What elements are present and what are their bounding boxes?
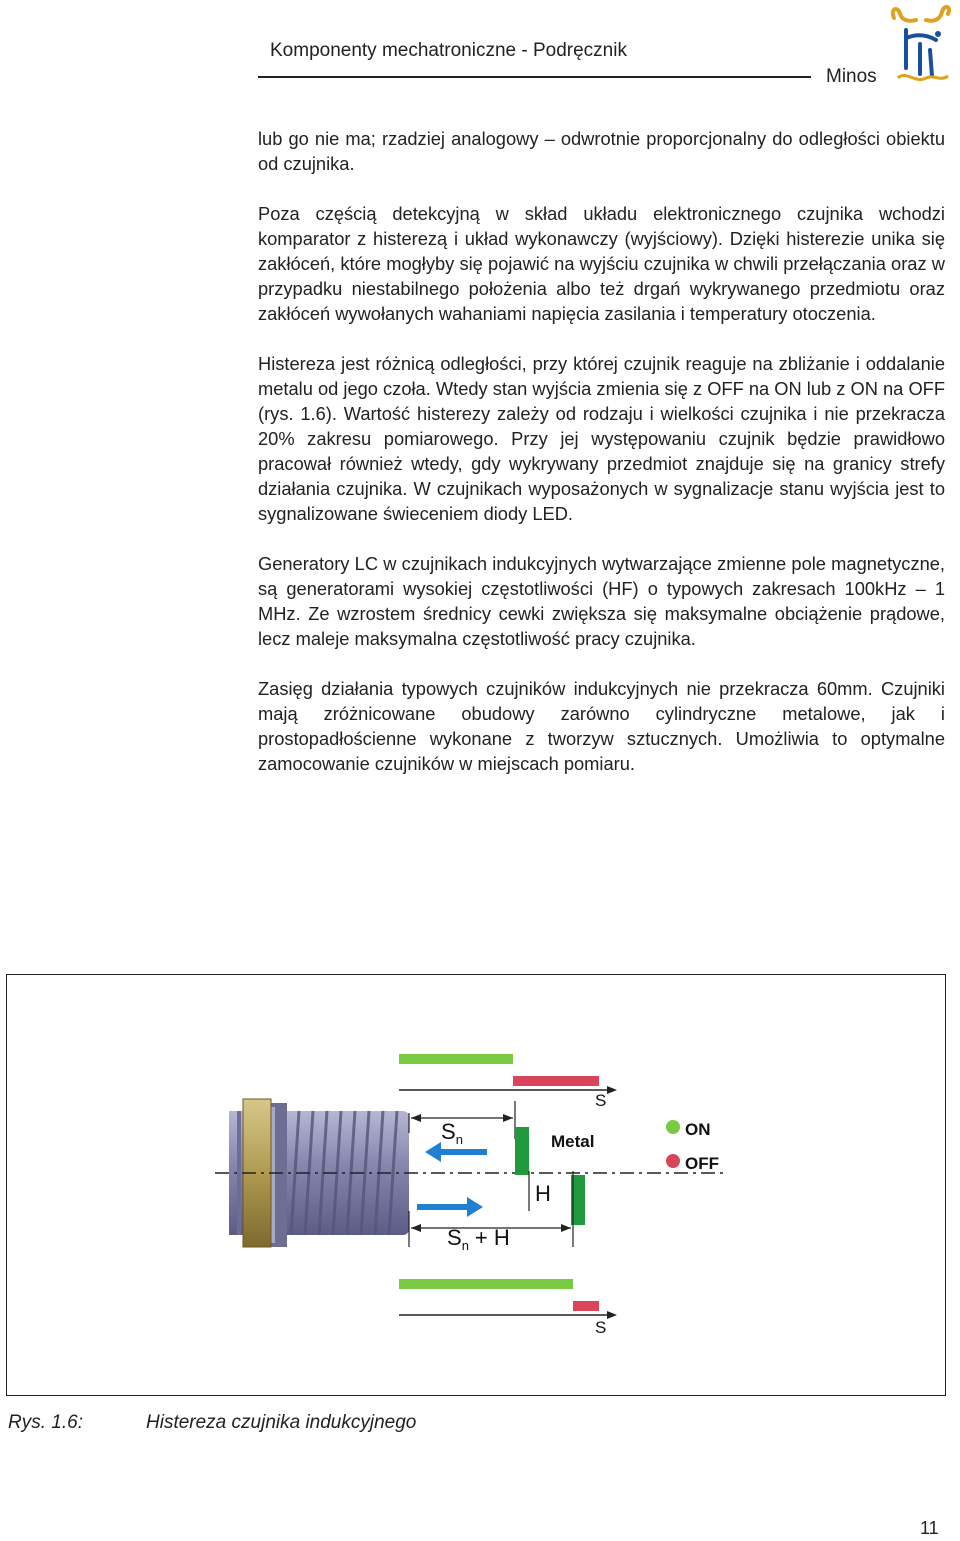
hysteresis-diagram — [7, 975, 947, 1397]
running-header-brand: Minos — [826, 66, 877, 87]
paragraph: Poza częścią detekcyjną w skład układu elektronicznego czujnika wchodzi komparator z histerezą i układ wykonawczy (wyjściowy). Dzięki histerezie unika się zakłóceń, które mogłyby się pojawić na wyjściu czujnika w chwili przełączania oraz w przypadku niestabilnego położenia albo też drgań wykrywanego przedmiotu oraz zakłóceń wywołanych wahaniami napięcia zasilania i temperatury otoczenia. — [258, 203, 945, 324]
metal-label: Metal — [551, 1132, 595, 1151]
figure-hysteresis — [6, 974, 946, 1396]
paragraph: lub go nie ma; rzadziej analogowy – odwrotnie proporcjonalny do odległości obiektu od czujnika. — [258, 128, 945, 174]
sn-plus-h-label: $S_n + H$ — [447, 1225, 510, 1253]
on-bar-top — [399, 1054, 513, 1064]
legend-off-dot-icon — [666, 1154, 680, 1168]
s-label-bottom: S — [595, 1318, 607, 1337]
header-rule — [258, 76, 811, 78]
off-bar-top — [513, 1076, 599, 1086]
running-header-title: Komponenty mechatroniczne - Podręcznik — [270, 40, 627, 61]
legend-off-label: OFF — [685, 1154, 719, 1173]
paragraph: Generatory LC w czujnikach indukcyjnych wytwarzające zmienne pole magnetyczne, są generatorami wysokiej częstotliwości (HF) o typowych zakresach 100kHz – 1 MHz. Ze wzrostem średnicy cewki zwiększa się maksymalne obciążenie prądowe, lecz maleje maksymalna częstotliwość pracy czujnika. — [258, 553, 945, 649]
metal-target-near — [515, 1127, 529, 1175]
legend-on-label: ON — [685, 1120, 711, 1139]
off-bar-bottom — [573, 1301, 599, 1311]
paragraph: Histereza jest różnicą odległości, przy której czujnik reaguje na zbliżanie i oddalanie metalu od jego czoła. Wtedy stan wyjścia zmienia się z OFF na ON lub z ON na OFF (rys. 1.6). Wartość histerezy zależy od rodzaju i wielkości czujnika i nie przekracza 20% zakresu pomiarowego. Przy jej występowaniu czujnik będzie prawidłowo pracował również wtedy, gdy wykrywany przedmiot znajduje się na granicy strefy działania czujnika. W czujnikach wyposażonych w sygnalizacje stanu wyjścia jest to sygnalizowane świeceniem diody LED. — [258, 353, 945, 524]
paragraph: Zasięg działania typowych czujników indukcyjnych nie przekracza 60mm. Czujniki mają zróżnicowane obudowy zarówno cylindryczne metalowe, jak i prostopadłościenne wykonane z tworzyw sztucznych. Umożliwia to optymalne zamocowanie czujników w miejscach pomiaru. — [258, 678, 945, 774]
figure-caption-number: Rys. 1.6: — [8, 1412, 83, 1433]
h-label: H — [535, 1181, 551, 1206]
body-text — [258, 126, 945, 801]
s-label-top: S — [595, 1091, 607, 1110]
legend-on-dot-icon — [666, 1120, 680, 1134]
sn-label: $S_n$ — [441, 1119, 463, 1147]
on-bar-bottom — [399, 1279, 573, 1289]
page-number: 11 — [920, 1518, 939, 1538]
minos-logo-icon — [886, 4, 956, 90]
figure-caption-text: Histereza czujnika indukcyjnego — [146, 1412, 417, 1433]
